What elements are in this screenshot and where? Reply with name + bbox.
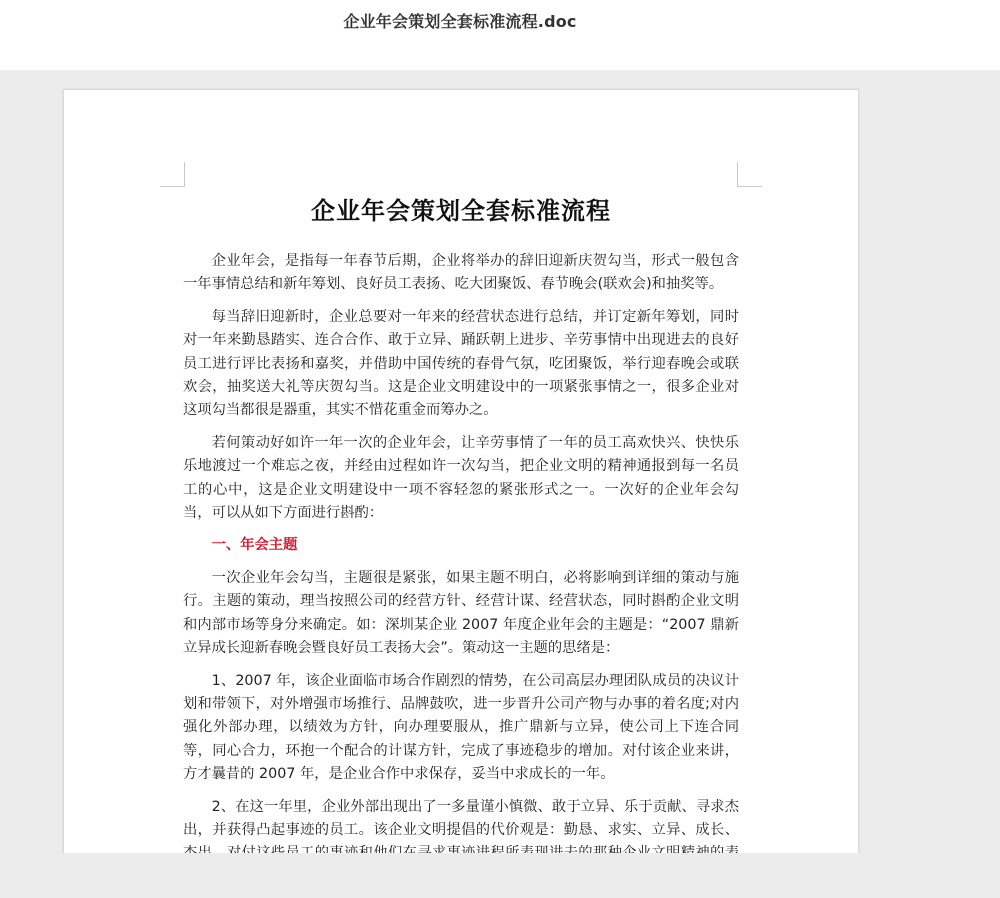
section-paragraph-3: 2、在这一年里，企业外部出现出了一多量谨小慎微、敢于立异、乐于贡献、寻求杰出，并获得凸起事迹的员工。该企业文明提倡的代价观是：勤恳、求实、立异、成长、 bbox=[183, 798, 739, 838]
bottom-bar bbox=[0, 853, 1000, 890]
paragraph-2: 每当辞旧迎新时，企业总要对一年来的经营状态进行总结，并订定新年筹划，同时对一年来勤恳踏实、连合合作、敢于立异、踊跃朝上进步、辛劳事情中出现进去的良好员工进行评比表扬和嘉奖，并借助中国传统的春骨气氛，吃团聚饭，举行迎春晚会或联欢会，抽奖送大礼等庆贺勾当。这是企业文明建设中的一项紧张事情之一，很多企业对这项勾当都很是器重，其实不惜花重金而筹办之。 bbox=[183, 308, 739, 419]
paragraph-1: 企业年会，是指每一年春节后期，企业将举办的辞旧迎新庆贺勾当，形式一般包含一年事情总结和新年筹划、良好员工表扬、吃大团聚饭、春节晚会(联欢会)和抽奖等。 bbox=[183, 253, 739, 293]
document-page bbox=[63, 89, 859, 871]
file-title: 企业年会策划全套标准流程.doc bbox=[343, 12, 577, 31]
document-viewer[interactable] bbox=[0, 70, 1000, 890]
paragraph-3: 若何策动好如许一年一次的企业年会，让辛劳事情了一年的员工高欢快兴、快快乐乐地渡过一个难忘之夜，并经由过程如许一次勾当，把企业文明的精神通报到每一名员工的心中，这是企业文明建设中一项不容轻忽的紧张形式之一。一次好的企业年会勾当，可以从如下方面进行斟酌： bbox=[183, 434, 739, 522]
crop-mark-top-right bbox=[737, 162, 762, 187]
section-paragraph-2: 1、2007 年，该企业面临市场合作剧烈的情势，在公司高层办理团队成员的决议计划和带领下，对外增强市场推行、品牌鼓吹，进一步晋升公司产物与办事的着名度;对内强化外部办理，以绩效为方针，向办理要服从，推广鼎新与立异，使公司上下连合同等，同心合力，环抱一个配合的计谋方针，完成了事迹稳步的增加。对付该企业来讲，方才曩昔的 2007 年，是企业合作中求保存，妥当中求成长的一年。 bbox=[183, 672, 739, 783]
title-bar bbox=[0, 0, 1000, 70]
crop-mark-top-left bbox=[160, 162, 185, 187]
section-heading: 一、年会主题 bbox=[211, 537, 298, 554]
document-body bbox=[183, 250, 739, 898]
document-title: 企业年会策划全套标准流程 bbox=[311, 196, 611, 225]
section-paragraph-1: 一次企业年会勾当，主题很是紧张，如果主题不明白，必将影响到详细的策动与施行。主题的策动，理当按照公司的经营方针、经营计谋、经营状态，同时斟酌企业文明和内部市场等身分来确定。如：深圳某企业 2007 年度企业年会的主题是：“2007 鼎新立异成长迎新春晚会暨良好员工表扬大会”。策动这一主题的思绪是： bbox=[183, 569, 739, 657]
